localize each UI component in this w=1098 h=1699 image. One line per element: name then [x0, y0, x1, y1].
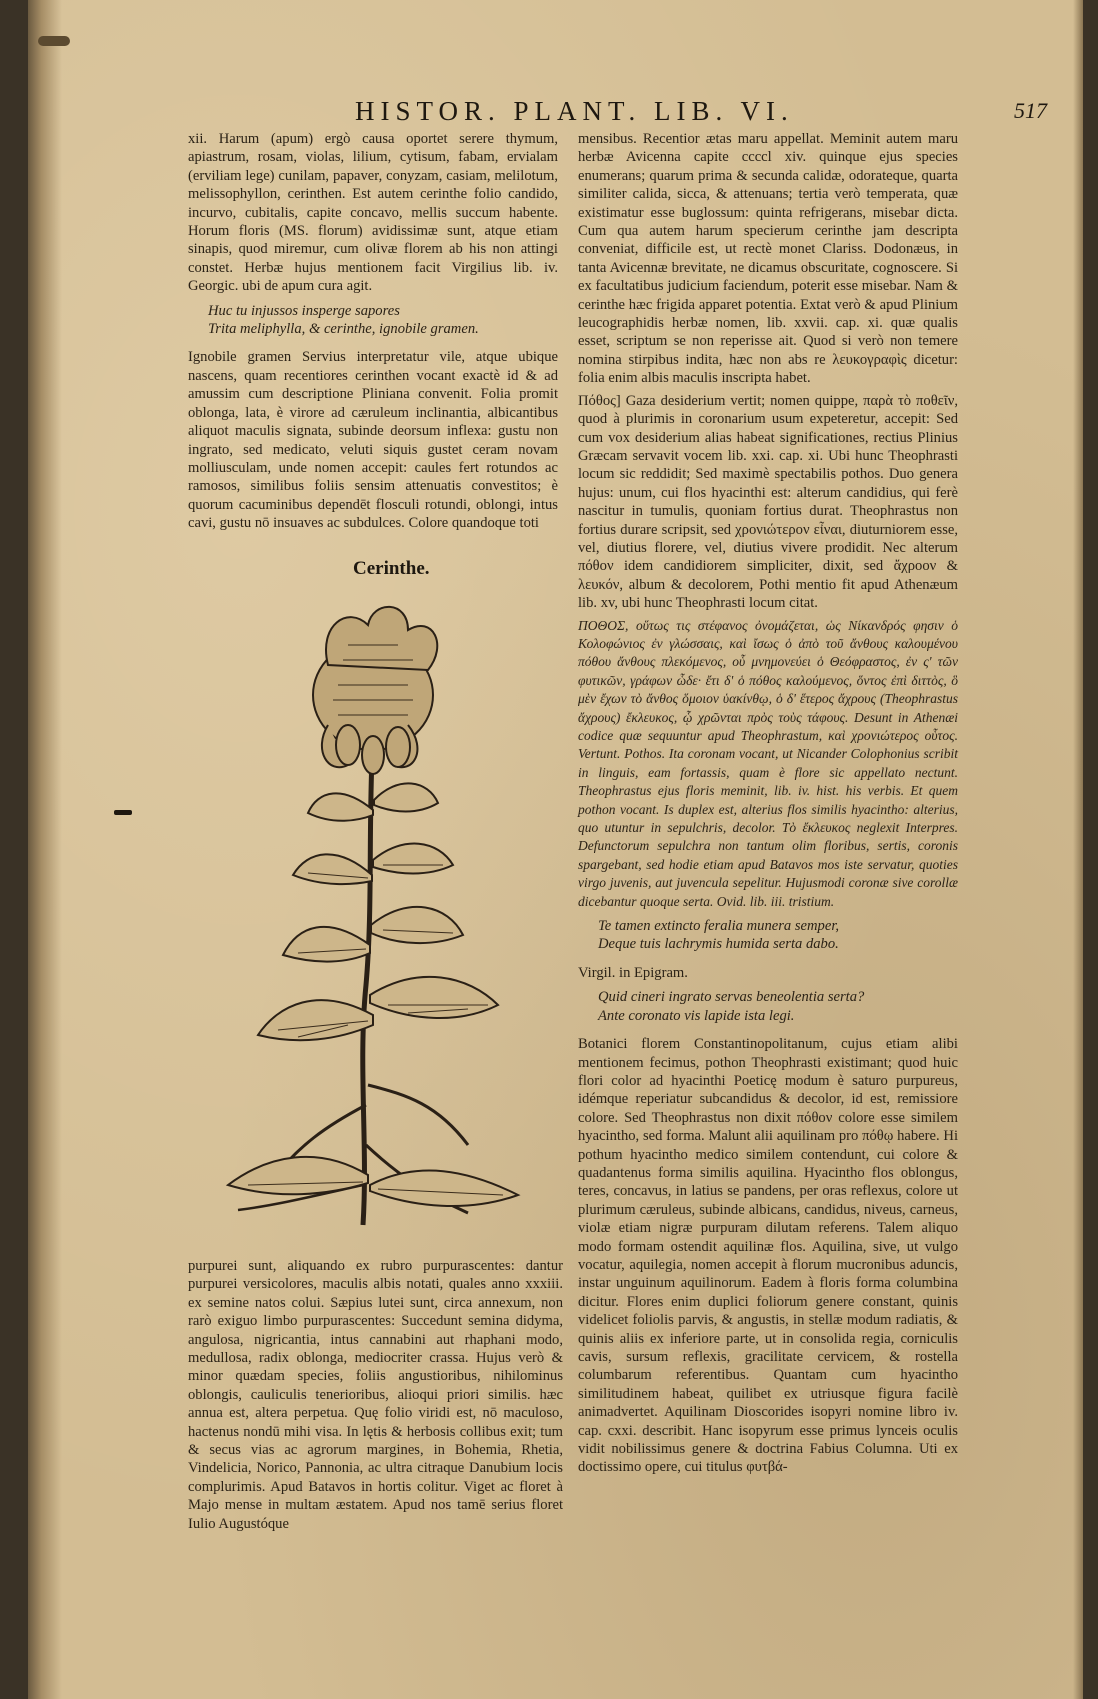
- page-header: [323, 96, 1053, 132]
- binding-stain: [38, 36, 70, 46]
- paragraph-botanici: Botanici florem Constantinopolitanum, cujus etiam alibi mentionem fecimus, pothon Theophrasti existimant; quod huic flori color ad hyacinthi Poeticę modum è saturo purpureus, idémque reperiatur subcandidus & decolor, id est, remissiore colore. Sed Theophrastus non dixit πόθον colore esse similem hyacintho, sed forma. Malunt alii aquilinam pro πόθῳ habere. Hi pothum hyacintho medico similem contendunt, cui colore & quadantenus forma similis aquilina. Hyacintho flos oblongus, teres, concavus, in latius se pandens, per oras reflexus, colore ut plurimum cæruleus, subinde albicans, candidus, niveus, carneus, violæ etiam nigræ purpuram dilutam referens. Talem aliquo modo formam ostendit aquilinæ flos. Aquilina, sive, ut vulgo vocatur, aquilegia, nomen accepit à florum mucronibus aduncis, instar unguinum aquilinorum. Eadem à floris forma columbina dicitur. Flores enim duplici foliorum genere constant, quinis videlicet foliolis parvis, & angustis, in stellæ modum radiatis, & quinis aliis ex inferiore parte, ut in consolida regia, corniculis cavis, sursum reflexis, gracilitate cervicem, & rostella columbarum referentibus. Quantam cum hyacintho similitudinem habeat, quilibet ex utriusque figura facilè animadvertet. Aquilinam Dioscorides isopyri nomine libro iv. cap. cxxi. describit. Hanc isopyrum esse primus lynceis oculis vidit nobilissimus genere & doctrina Fabius Columna. Uti ex doctissimo opere, cui titulus φυτβά-: [578, 1036, 958, 1476]
- plate-title: Cerinthe.: [353, 558, 430, 579]
- cerinthe-woodcut-illustration: [198, 585, 558, 1235]
- right-column: [578, 130, 958, 1481]
- paragraph-pothos: Πόθος] Gaza desiderium vertit; nomen quippe, παρὰ τὸ ποθεῖν, quod à plurimis in coronarium usum expeteretur, accepit: Sed cum vox desiderium alias habeat significationes, rectius Plinius Græcam servavit vocem lib. xxi. cap. xi. Ubi hunc Theophrasti locum sic reddidit; Sed maximè spectabilis pothos. Duo genera hujus: unum, cui flos hyacinthi est: alterum candidius, qui ferè nascitur in tumulis, quoniam fortius durat. Theophrastus non fortius durare scripsit, sed χρονιώτερον εἶναι, diuturniorem esse, vel, diutius florere, vel, diutius vivere prodidit. Nec alterum πόθον idem candidiorem simpliciter, dixit, sed ἄχροον & λευκόν, album & decolorem, Pothi mentio fit apud Athenæum lib. xv, ubi hunc Theophrasti locum citat.: [578, 392, 958, 612]
- paragraph-purpurei: purpurei sunt, aliquando ex rubro purpurascentes: dantur purpurei versicolores, maculis albis notati, quales anno xxxiii. ex semine natos colui. Sæpius lutei sunt, circa annexum, non rarò exiguo limbo purpurascentes: Succedunt semina didyma, angulosa, nigricantia, intus cannabini aut rhaphani modo, medullosa, radix oblonga, mediocriter crassa. Hujus verò & minor quædam species, foliis angustioribus, nihilominus oblongis, cauliculis tenerioribus, alioqui priori similis. hæc annua est, altera perpetua. Quę folio viridi est, nō maculoso, hactenus nondū mihi visa. In lętis & herbosis collibus exit; tum & secus vias ac agrorum margines, in Bohemia, Rhetia, Vindelicia, Norico, Pannonia, ac ultra citraque Danubium locis complurimis. Apud Batavos in hortis colitur. Viget ac floret à Majo mense in multam æstatem. Apud nos tamē serius floret Iulio Augustóque: [188, 1258, 563, 1532]
- paragraph-harum: xii. Harum (apum) ergò causa oportet serere thymum, apiastrum, rosam, violas, lilium, cytisum, fabam, ervialam (erviliam lege) cunilam, papaver, conyzam, casiam, melilotum, melissophyllon, cerinthen. Est autem cerinthe folio candido, incurvo, cubitalis, capite concavo, mellis succum habente. Horum floris (MS. florum) avidissimæ sunt, atque etiam sinapis, quod miremur, cum olivæ florem ab his non attingi constet. Herbæ hujus mentionem facit Virgilius lib. iv. Georgic. ubi de apum cura agit.: [188, 131, 558, 295]
- page-number: 517: [1014, 98, 1047, 123]
- verse-virgil-epigram: [578, 988, 958, 1025]
- page-edge-shadow: [1073, 0, 1083, 1699]
- verse-line: Huc tu injussos insperge sapores: [208, 302, 400, 319]
- verse-line: Ante coronato vis lapide ista legi.: [598, 1007, 795, 1024]
- paragraph-mensibus: mensibus. Recentior ætas maru appellat. Meminit autem maru herbæ Avicenna capite ccccl xiv. quinque ejus species enumerans; quarum prima & secunda calidæ, odorateque, quarta similiter calida, sicca, & attenuans; tertia verò temperata, quæ existimatur esse buglossum: quinta refrigerans, misebar dicta. Cum qua autem harum specierum cerinthe jam descripta conveniat, difficile est, ut rectè monet Clariss. Dodonæus, in tanta Avicennæ brevitate, ne dicamus obscuritate, cognoscere. Si ex facultatibus judicium faciendum, poterit esse misebar. Nam & cerinthe hæc frigida apparet potentia. Extat verò & apud Plinium leucographidis herbæ nomen, lib. xxvii. cap. xi. quæ qualis esset, scriptum se non reperisse ait. Quod si verò non temere nomina stirpibus indita, hæc non abs re λευκογραφὶς dicetur: folia enim albis maculis inscripta habet.: [578, 131, 958, 387]
- left-column-upper: [188, 130, 558, 537]
- running-title: HISTOR. PLANT. LIB. VI.: [355, 96, 794, 126]
- verse-line: Quid cineri ingrato servas beneolentia serta?: [598, 989, 865, 1006]
- margin-mark: [114, 810, 132, 815]
- paragraph-athenaeus-greek: ΠΟΘΟΣ, οὕτως τις στέφανος ὀνομάζεται, ὡς Νίκανδρός φησιν ὁ Κολοφώνιος ἐν γλώσσαις, καὶ ἴσως ὁ ἀπὸ τοῦ ἄνθους καλουμένου πόθου ἄνθους πλεκόμενος, οὗ μνημονεύει ὁ Θεόφραστος, ἐν ς' τῶν φυτικῶν, γράφων ὧδε· ἔτι δ' ὁ πόθος καλούμενος, ὅντος ἐπὶ διττὸς, ὃ μὲν ἔχων τὸ ἄνθος ὅμοιον ὑακίνθῳ, ὁ δ' ἕτερος ἄχρους (Theophrastus ἄχρους) ἔκλευκος, ᾧ χρῶνται πρὸς τοὺς τάφους. Desunt in Athenæi codice quæ sequuntur apud Theophrastum, καὶ χρονιώτερος οὗτος. Vertunt. Pothos. Ita coronam vocant, ut Nicander Colophonius scribit in linguis, eam fortassis, quam è flore sic appellato nectunt. Theophrastus ejus floris meminit, lib. iv. hist. his verbis. Et quem pothon vocant. Is duplex est, alterius flos similis hyacintho: alterius, quo utuntur in sepulchris, decolor. Τὸ ἔκλευκος neglexit Interpres. Defunctorum sepulchra non tantum olim floribus, sertis, coronis spargebant, sed hodie etiam apud Batavos mos iste servatur, quoties virgo juvenis, aut juvencula sepelitur. Hujusmodi coronæ sive corollæ dicebantur quoque serta. Ovid. lib. iii. tristium.: [578, 617, 958, 909]
- book-page: [28, 0, 1083, 1699]
- verse-line: Te tamen extincto feralia munera semper,: [598, 918, 840, 935]
- verse-line: Trita meliphylla, & cerinthe, ignobile gramen.: [208, 321, 479, 338]
- left-column-lower: [188, 1257, 563, 1537]
- virgil-epigram-heading: Virgil. in Epigram.: [578, 964, 688, 981]
- verse-ovid: [578, 917, 958, 954]
- verse-line: Deque tuis lachrymis humida serta dabo.: [598, 936, 839, 953]
- verse-virgil-georgics: [188, 302, 558, 339]
- paragraph-ignobile-gramen: Ignobile gramen Servius interpretatur vile, atque ubique nascens, quam recentiores cerinthen vocant exactè id & ad amussim cum descriptione Pliniana convenit. Folia promit oblonga, lata, è virore ad cæruleum inclinantia, albicantibus aliquot maculis signata, subinde deorsum inflexa: gustu non ingrato, sed medicato, veluti siquis gustet ceram novam molliusculam, unde nomen accepit: caules fert rotundos ac ramosos, similibus foliis sensim attenuatis convestitos; è quorum cacuminibus dependēt flosculi rotundi, oblongi, intus cavi, gustu nō insuaves ac subdulces. Colore quandoque toti: [188, 349, 558, 532]
- binding-gutter: [28, 0, 62, 1699]
